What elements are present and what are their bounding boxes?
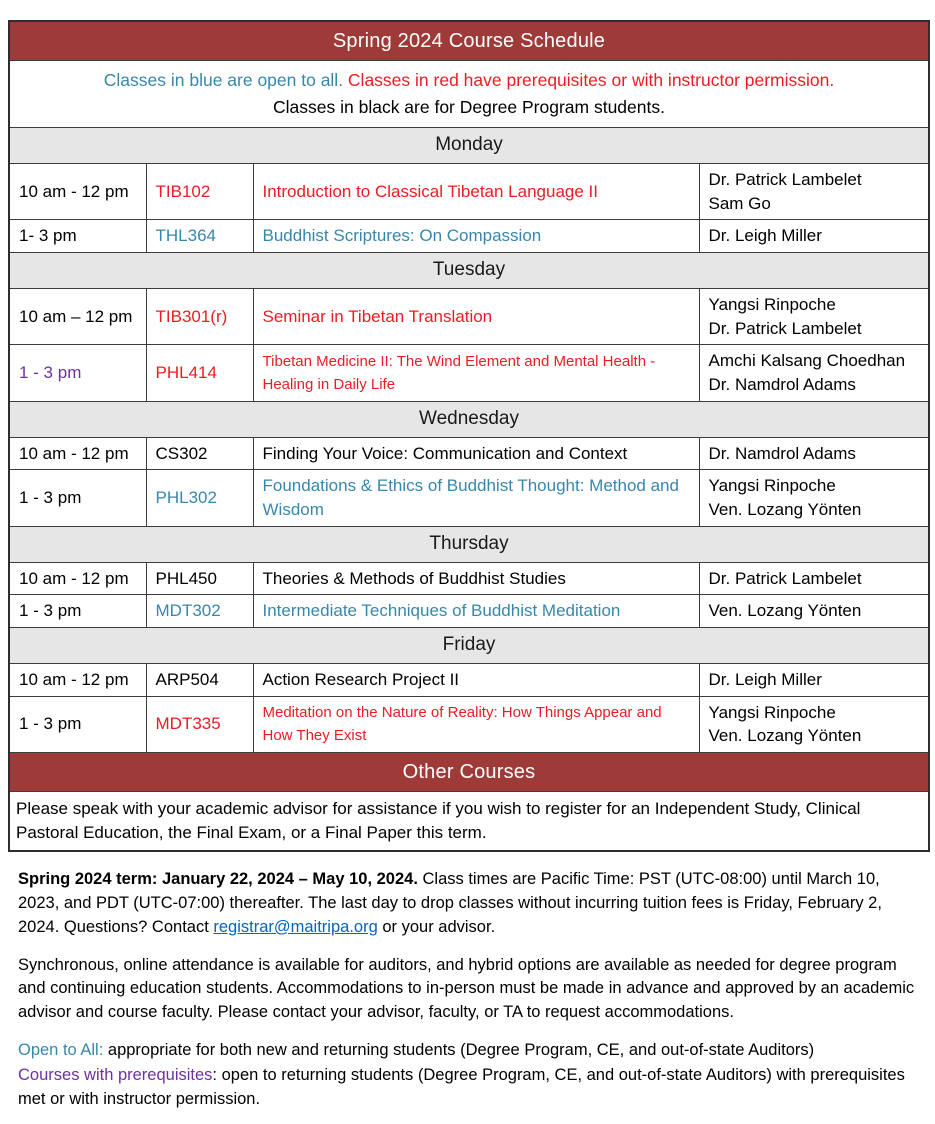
course-row xyxy=(9,663,929,696)
time-cell: 1 - 3 pm xyxy=(9,345,146,402)
footer-text: or your advisor. xyxy=(377,917,496,936)
course-code-cell: CS302 xyxy=(146,437,253,470)
time-cell: 10 am - 12 pm xyxy=(9,163,146,220)
course-title-cell: Action Research Project II xyxy=(253,663,699,696)
day-header-tuesday: Tuesday xyxy=(9,253,929,289)
title-row xyxy=(9,21,929,61)
other-courses-note-row xyxy=(9,792,929,851)
course-code-cell: MDT335 xyxy=(146,696,253,753)
course-title-cell: Theories & Methods of Buddhist Studies xyxy=(253,562,699,595)
instructor-cell: Yangsi Rinpoche Ven. Lozang Yönten xyxy=(699,696,929,753)
footer-text: Courses with prerequisites xyxy=(18,1066,213,1085)
course-code-cell: MDT302 xyxy=(146,595,253,628)
day-header-thursday: Thursday xyxy=(9,527,929,563)
course-code-cell: THL364 xyxy=(146,220,253,253)
instructor-cell: Dr. Leigh Miller xyxy=(699,663,929,696)
schedule-body xyxy=(9,21,929,851)
legend-line-1 xyxy=(18,67,920,94)
instructor-cell: Ven. Lozang Yönten xyxy=(699,595,929,628)
page-title: Spring 2024 Course Schedule xyxy=(9,21,929,61)
legend-cell xyxy=(9,61,929,128)
course-row xyxy=(9,288,929,345)
footer-paragraph xyxy=(18,1039,918,1063)
time-cell: 1 - 3 pm xyxy=(9,595,146,628)
footer-paragraph xyxy=(18,1064,918,1112)
course-title-cell: Intermediate Techniques of Buddhist Meditation xyxy=(253,595,699,628)
footer-text: appropriate for both new and returning students (Degree Program, CE, and out-of-state Auditors) xyxy=(103,1041,815,1060)
course-row xyxy=(9,470,929,527)
course-title-cell: Finding Your Voice: Communication and Context xyxy=(253,437,699,470)
course-row xyxy=(9,696,929,753)
instructor-cell: Dr. Namdrol Adams xyxy=(699,437,929,470)
footer-paragraph xyxy=(18,868,918,940)
registrar-email-link[interactable]: registrar@maitripa.org xyxy=(213,917,378,936)
time-cell: 10 am – 12 pm xyxy=(9,288,146,345)
legend-row xyxy=(9,61,929,128)
legend-text: Classes in red have prerequisites or with instructor permission. xyxy=(347,70,835,90)
instructor-cell: Dr. Patrick Lambelet Sam Go xyxy=(699,163,929,220)
course-code-cell: TIB301(r) xyxy=(146,288,253,345)
course-title-cell: Tibetan Medicine II: The Wind Element and Mental Health - Healing in Daily Life xyxy=(253,345,699,402)
day-header-monday: Monday xyxy=(9,128,929,164)
time-cell: 10 am - 12 pm xyxy=(9,562,146,595)
course-row xyxy=(9,437,929,470)
other-courses-header-row xyxy=(9,753,929,792)
course-code-cell: PHL414 xyxy=(146,345,253,402)
day-section-monday xyxy=(9,128,929,164)
course-title-cell: Seminar in Tibetan Translation xyxy=(253,288,699,345)
footer-text: : open to returning students (Degree Program, CE, and out-of-state Auditors) with prerequisites met or with instructor permission. xyxy=(18,1066,905,1109)
time-cell: 1 - 3 pm xyxy=(9,470,146,527)
course-row xyxy=(9,562,929,595)
course-row xyxy=(9,220,929,253)
course-title-cell: Buddhist Scriptures: On Compassion xyxy=(253,220,699,253)
course-code-cell: PHL302 xyxy=(146,470,253,527)
footer-text: Open to All: xyxy=(18,1041,104,1060)
other-courses-note: Please speak with your academic advisor for assistance if you wish to register for an Independent Study, Clinical Pastoral Education, the Final Exam, or a Final Paper this term. xyxy=(9,792,929,851)
footer-text: Class times are Pacific Time: PST (UTC-08:00) until March 10, 2023, and PDT (UTC-07:00) thereafter. The last day to drop classes without incurring tuition fees is Friday, February 2, 2024. Questions? Contact xyxy=(18,869,882,936)
other-courses-header: Other Courses xyxy=(9,753,929,792)
footer-text: Synchronous, online attendance is available for auditors, and hybrid options are available as needed for degree program and continuing education students. Accommodations to in-person must be made in advance and approved by an academic advisor and course faculty. Please contact your advisor, faculty, or TA to request accommodations. xyxy=(18,955,915,1022)
time-cell: 1- 3 pm xyxy=(9,220,146,253)
day-section-friday xyxy=(9,628,929,664)
schedule-table xyxy=(8,20,930,852)
course-code-cell: PHL450 xyxy=(146,562,253,595)
footer-paragraph xyxy=(18,954,918,1026)
course-row xyxy=(9,595,929,628)
course-title-cell: Meditation on the Nature of Reality: How Things Appear and How They Exist xyxy=(253,696,699,753)
instructor-cell: Dr. Patrick Lambelet xyxy=(699,562,929,595)
course-row xyxy=(9,345,929,402)
day-section-wednesday xyxy=(9,402,929,438)
day-section-tuesday xyxy=(9,253,929,289)
instructor-cell: Yangsi Rinpoche Ven. Lozang Yönten xyxy=(699,470,929,527)
course-title-cell: Foundations & Ethics of Buddhist Thought: Method and Wisdom xyxy=(253,470,699,527)
day-section-thursday xyxy=(9,527,929,563)
instructor-cell: Amchi Kalsang Choedhan Dr. Namdrol Adams xyxy=(699,345,929,402)
time-cell: 1 - 3 pm xyxy=(9,696,146,753)
time-cell: 10 am - 12 pm xyxy=(9,437,146,470)
time-cell: 10 am - 12 pm xyxy=(9,663,146,696)
day-header-friday: Friday xyxy=(9,628,929,664)
footer-text: Spring 2024 term: January 22, 2024 – May 10, 2024. xyxy=(18,869,418,888)
legend-line-2 xyxy=(18,94,920,121)
course-row xyxy=(9,163,929,220)
day-header-wednesday: Wednesday xyxy=(9,402,929,438)
course-code-cell: TIB102 xyxy=(146,163,253,220)
instructor-cell: Yangsi Rinpoche Dr. Patrick Lambelet xyxy=(699,288,929,345)
course-title-cell: Introduction to Classical Tibetan Language II xyxy=(253,163,699,220)
legend-text: Classes in blue are open to all. xyxy=(103,70,348,90)
footer-notes xyxy=(18,868,918,1112)
course-code-cell: ARP504 xyxy=(146,663,253,696)
instructor-cell: Dr. Leigh Miller xyxy=(699,220,929,253)
legend-text: Classes in black are for Degree Program students. xyxy=(273,97,665,118)
